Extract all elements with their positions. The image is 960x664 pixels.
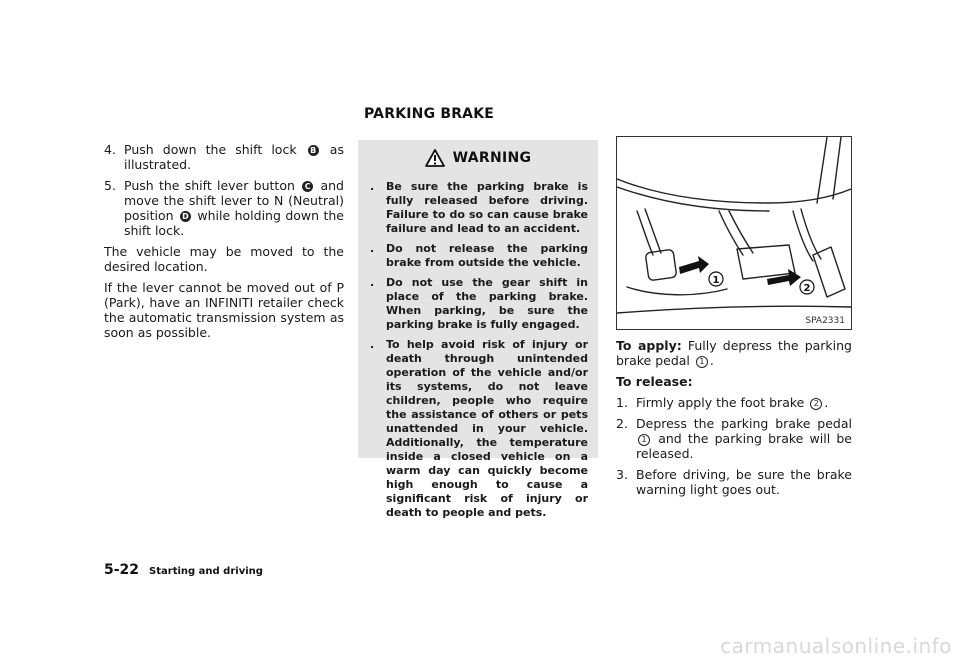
step-text: Before driving, be sure the brake warning light goes out. [636, 467, 852, 497]
warning-title: WARNING [452, 150, 532, 166]
release-step-2 [616, 416, 852, 461]
arrow-2-icon [767, 269, 801, 286]
right-column [616, 338, 852, 503]
step-text: Push the shift lever button [124, 178, 295, 193]
pedal-illustration [616, 136, 852, 330]
warning-text: To help avoid risk of injury or death through unintended operation of the vehicle and/or its systems, do not leave children, people who require the assistance of others or pets unattended in your vehicle. Additionally, the temperature inside a closed vehicle on a warm day can quickly become high enough to cause a significant risk of injury or death to people and pets. [386, 338, 588, 519]
warning-item [370, 242, 588, 270]
page-number: 5-22 [104, 562, 140, 578]
step-text: as illustrated. [124, 142, 344, 172]
release-label: To release: [616, 374, 693, 389]
warning-item [370, 180, 588, 236]
warning-text: Be sure the parking brake is fully released before driving. Failure to do so can cause brake failure and lead to an accident. [386, 180, 588, 235]
step-5 [104, 178, 344, 238]
warning-text: Do not use the gear shift in place of the parking brake. When parking, be sure the parking brake is fully engaged. [386, 276, 588, 331]
callout-d-icon: D [180, 211, 191, 222]
figure-code: SPA2331 [805, 316, 845, 326]
apply-text: Fully depress the parking brake pedal [616, 338, 852, 368]
punctuation: . [709, 353, 714, 368]
release-step-1 [616, 395, 852, 410]
warning-header [358, 140, 598, 176]
step-text: and the parking brake will be released. [636, 431, 852, 461]
release-step-3 [616, 467, 852, 497]
left-column [104, 142, 344, 346]
warning-text: Do not release the parking brake from outside the vehicle. [386, 242, 588, 269]
warning-item [370, 338, 588, 520]
bullet: . [370, 276, 375, 289]
callout-2-icon: 2 [810, 398, 822, 410]
figure-label-2: 2 [803, 283, 811, 294]
callout-b-icon: B [308, 145, 319, 156]
pedal-drawing [617, 137, 851, 329]
warning-item [370, 276, 588, 332]
watermark: carmanualsonline.info [720, 634, 952, 658]
step-text: while holding down the shift lock. [124, 208, 344, 238]
step-text: Firmly apply the foot brake [636, 395, 805, 410]
callout-1-icon: 1 [696, 356, 708, 368]
punctuation: . [824, 395, 829, 410]
step-text: and move the shift lever to N (Neutral) position [124, 178, 344, 223]
paragraph: If the lever cannot be moved out of P (Park), have an INFINITI retailer check the automatic transmission system as soon as possible. [104, 280, 344, 340]
bullet: . [370, 180, 375, 193]
warning-triangle-icon [425, 149, 445, 167]
warning-box [358, 140, 598, 519]
step-number: 5. [104, 178, 116, 193]
callout-c-icon: C [302, 181, 313, 192]
apply-label: To apply: [616, 338, 682, 353]
arrow-1-icon [679, 256, 709, 274]
page-footer [104, 562, 263, 578]
step-text: Depress the parking brake pedal [636, 416, 852, 431]
apply-paragraph [616, 338, 852, 368]
step-number: 4. [104, 142, 116, 157]
paragraph: The vehicle may be moved to the desired location. [104, 244, 344, 274]
bullet: . [370, 338, 375, 351]
bullet: . [370, 242, 375, 255]
warning-list [358, 176, 598, 520]
step-4 [104, 142, 344, 172]
chapter-label: Starting and driving [149, 566, 263, 577]
step-text: Push down the shift lock [124, 142, 297, 157]
step-number: 2. [616, 416, 628, 431]
section-title: PARKING BRAKE [364, 106, 495, 122]
figure-label-1: 1 [712, 275, 720, 286]
callout-1-icon: 1 [638, 434, 650, 446]
step-number: 1. [616, 395, 628, 410]
step-number: 3. [616, 467, 628, 482]
